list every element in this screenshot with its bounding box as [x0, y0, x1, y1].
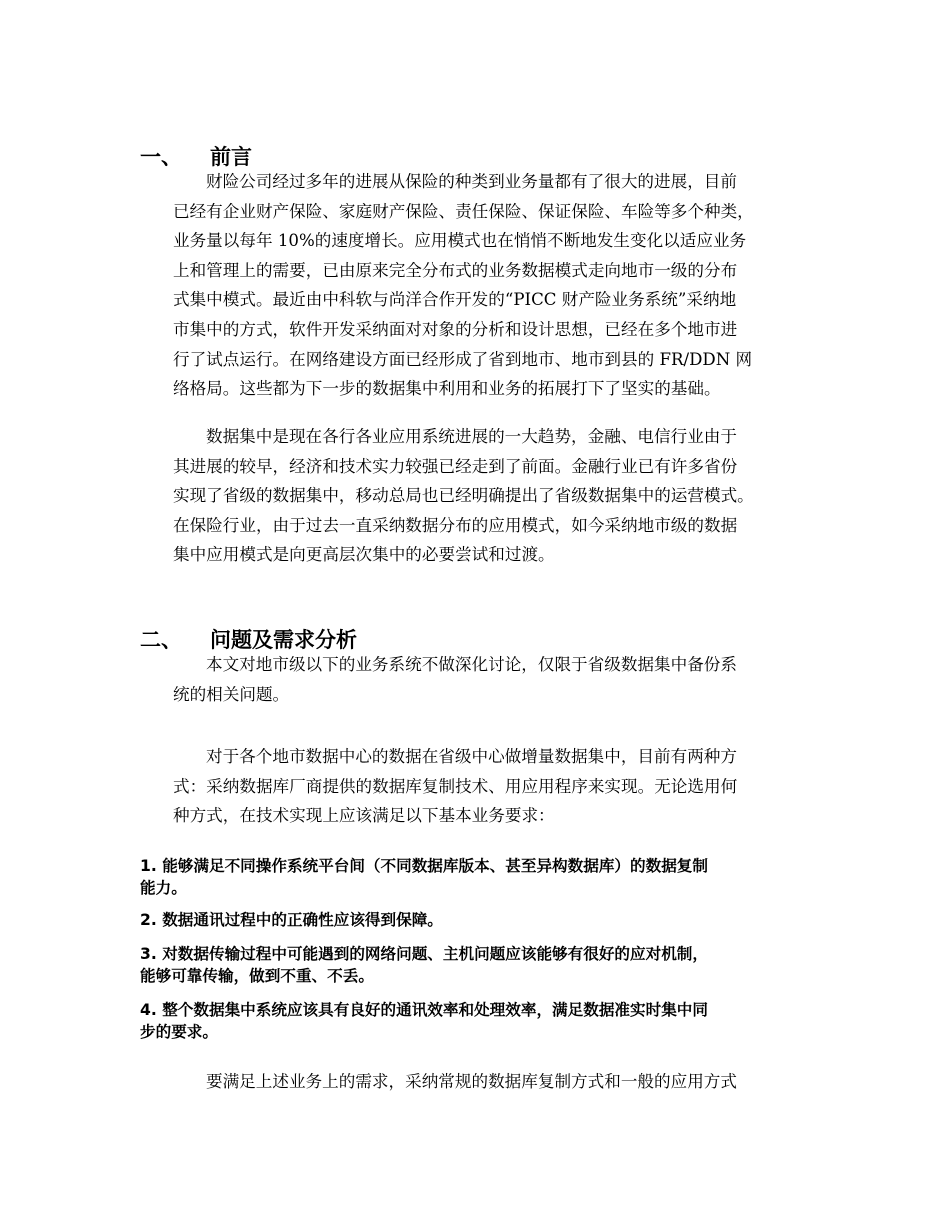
text-line: 式集中模式。最近由中科软与尚洋合作开发的“PICC 财产险业务系统”采纳地: [173, 290, 737, 310]
section-number: 二、: [140, 628, 182, 652]
text-line: 要满足上述业务上的需求，采纳常规的数据库复制方式和一般的应用方式: [206, 1072, 737, 1091]
requirement-line: 4. 整个数据集中系统应该具有良好的通讯效率和处理效率，满足数据准实时集中同: [140, 1001, 708, 1019]
text-line: 统的相关问题。: [173, 684, 290, 704]
requirement-line: 2. 数据通讯过程中的正确性应该得到保障。: [140, 911, 443, 929]
text-line: 在保险行业，由于过去一直采纳数据分布的应用模式，如今采纳地市级的数据: [173, 515, 738, 535]
requirement-item-1: [140, 855, 820, 899]
section-title: 前言: [210, 145, 252, 169]
requirement-item-3: [140, 943, 820, 987]
section-number: 一、: [140, 145, 182, 169]
text-line: 数据集中是现在各行各业应用系统进展的一大趋势，金融、电信行业由于: [206, 427, 737, 446]
text-line: 其进展的较早，经济和技术实力较强已经走到了前面。金融行业已有许多省份: [173, 456, 738, 476]
text-line: 已经有企业财产保险、家庭财产保险、责任保险、保证保险、车险等多个种类，: [173, 201, 754, 221]
text-line: 集中应用模式是向更高层次集中的必要尝试和过渡。: [173, 545, 555, 565]
requirement-line: 能力。: [140, 879, 187, 897]
requirement-line: 1. 能够满足不同操作系统平台间（不同数据库版本、甚至异构数据库）的数据复制: [140, 857, 708, 875]
paragraph-5: [173, 1067, 833, 1097]
paragraph-4: [173, 742, 833, 831]
paragraph-3: [173, 650, 833, 709]
text-line: 业务量以每年 10%的速度增长。应用模式也在悄悄不断地发生变化以适应业务: [173, 231, 747, 251]
section-title: 问题及需求分析: [210, 628, 357, 652]
requirement-item-4: [140, 999, 820, 1043]
text-line: 络格局。这些都为下一步的数据集中利用和业务的拓展打下了坚实的基础。: [173, 379, 721, 399]
text-line: 财险公司经过多年的进展从保险的种类到业务量都有了很大的进展，目前: [206, 172, 737, 191]
text-line: 式：采纳数据库厂商提供的数据库复制技术、用应用程序来实现。无论选用何: [173, 776, 738, 796]
text-line: 对于各个地市数据中心的数据在省级中心做增量数据集中，目前有两种方: [206, 747, 737, 766]
text-line: 种方式，在技术实现上应该满足以下基本业务要求：: [173, 806, 555, 826]
requirement-line: 步的要求。: [140, 1023, 218, 1041]
text-line: 上和管理上的需要，已由原来完全分布式的业务数据模式走向地市一级的分布: [173, 260, 738, 280]
text-line: 本文对地市级以下的业务系统不做深化讨论，仅限于省级数据集中备份系: [206, 655, 737, 674]
text-line: 市集中的方式，软件开发采纳面对对象的分析和设计思想，已经在多个地市进: [173, 319, 738, 339]
paragraph-2: [173, 422, 833, 570]
requirement-line: 3. 对数据传输过程中可能遇到的网络问题、主机问题应该能够有很好的应对机制，: [140, 945, 708, 963]
text-line: 行了试点运行。在网络建设方面已经形成了省到地市、地市到县的 FR/DDN 网: [173, 349, 753, 369]
requirement-item-2: [140, 909, 820, 931]
paragraph-1: [173, 167, 833, 404]
text-line: 实现了省级的数据集中，移动总局也已经明确提出了省级数据集中的运营模式。: [173, 486, 754, 506]
requirement-line: 能够可靠传输，做到不重、不丢。: [140, 967, 374, 985]
